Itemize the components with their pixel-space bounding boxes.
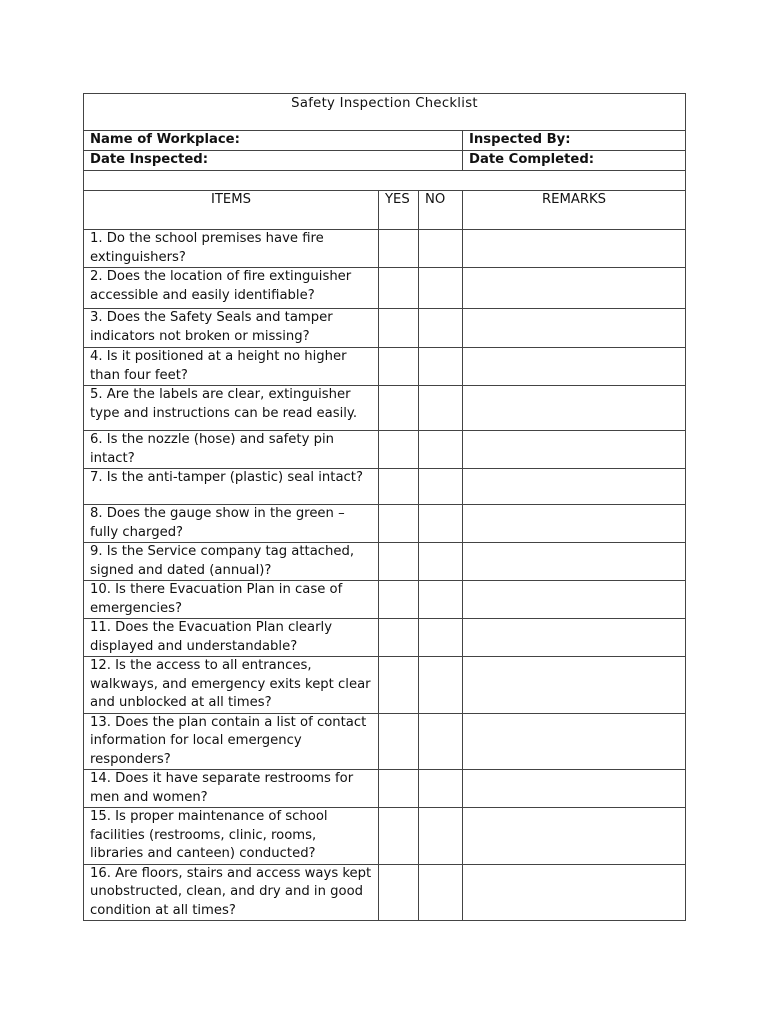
- info-row-2: [84, 151, 686, 171]
- document-title: Safety Inspection Checklist: [84, 94, 686, 131]
- checklist-row: [84, 581, 686, 619]
- remarks-cell: [463, 713, 686, 770]
- date-inspected-field: Date Inspected:: [84, 151, 463, 171]
- checklist-row: [84, 770, 686, 808]
- inspected-by-field: Inspected By:: [463, 131, 686, 151]
- yes-cell: [379, 348, 419, 386]
- item-text: 3. Does the Safety Seals and tamper indicators not broken or missing?: [84, 309, 379, 348]
- checklist-row: [84, 469, 686, 505]
- checklist-row: [84, 543, 686, 581]
- checklist-row: [84, 808, 686, 865]
- item-text: 14. Does it have separate restrooms for men and women?: [84, 770, 379, 808]
- remarks-cell: [463, 657, 686, 714]
- checklist-row: [84, 713, 686, 770]
- no-cell: [419, 268, 463, 309]
- no-cell: [419, 808, 463, 865]
- remarks-cell: [463, 309, 686, 348]
- no-cell: [419, 431, 463, 469]
- yes-cell: [379, 309, 419, 348]
- remarks-cell: [463, 864, 686, 921]
- item-text: 10. Is there Evacuation Plan in case of emergencies?: [84, 581, 379, 619]
- no-cell: [419, 657, 463, 714]
- spacer-cell: [84, 171, 686, 191]
- yes-cell: [379, 431, 419, 469]
- yes-cell: [379, 619, 419, 657]
- checklist-row: [84, 386, 686, 431]
- header-row: [84, 191, 686, 230]
- no-cell: [419, 348, 463, 386]
- item-text: 2. Does the location of fire extinguisher accessible and easily identifiable?: [84, 268, 379, 309]
- no-cell: [419, 864, 463, 921]
- item-text: 8. Does the gauge show in the green – fully charged?: [84, 505, 379, 543]
- item-text: 11. Does the Evacuation Plan clearly displayed and understandable?: [84, 619, 379, 657]
- yes-cell: [379, 268, 419, 309]
- remarks-cell: [463, 808, 686, 865]
- remarks-cell: [463, 386, 686, 431]
- workplace-field: Name of Workplace:: [84, 131, 463, 151]
- item-text: 1. Do the school premises have fire extinguishers?: [84, 230, 379, 268]
- yes-cell: [379, 713, 419, 770]
- spacer-row: [84, 171, 686, 191]
- no-cell: [419, 469, 463, 505]
- checklist-row: [84, 309, 686, 348]
- column-header-no: NO: [419, 191, 463, 230]
- no-cell: [419, 581, 463, 619]
- item-text: 4. Is it positioned at a height no higher than four feet?: [84, 348, 379, 386]
- item-text: 7. Is the anti-tamper (plastic) seal intact?: [84, 469, 379, 505]
- title-row: [84, 94, 686, 131]
- yes-cell: [379, 505, 419, 543]
- remarks-cell: [463, 268, 686, 309]
- checklist-table: [83, 93, 686, 921]
- yes-cell: [379, 657, 419, 714]
- column-header-items: ITEMS: [84, 191, 379, 230]
- checklist-row: [84, 505, 686, 543]
- yes-cell: [379, 543, 419, 581]
- item-text: 16. Are floors, stairs and access ways kept unobstructed, clean, and dry and in good condition at all times?: [84, 864, 379, 921]
- date-completed-field: Date Completed:: [463, 151, 686, 171]
- item-text: 6. Is the nozzle (hose) and safety pin intact?: [84, 431, 379, 469]
- remarks-cell: [463, 543, 686, 581]
- checklist-row: [84, 431, 686, 469]
- info-row-1: [84, 131, 686, 151]
- column-header-yes: YES: [379, 191, 419, 230]
- item-text: 15. Is proper maintenance of school facilities (restrooms, clinic, rooms, libraries and canteen) conducted?: [84, 808, 379, 865]
- no-cell: [419, 619, 463, 657]
- no-cell: [419, 713, 463, 770]
- checklist-row: [84, 619, 686, 657]
- remarks-cell: [463, 581, 686, 619]
- remarks-cell: [463, 770, 686, 808]
- checklist-row: [84, 864, 686, 921]
- item-text: 5. Are the labels are clear, extinguisher type and instructions can be read easily.: [84, 386, 379, 431]
- checklist-row: [84, 657, 686, 714]
- remarks-cell: [463, 505, 686, 543]
- item-text: 9. Is the Service company tag attached, signed and dated (annual)?: [84, 543, 379, 581]
- yes-cell: [379, 864, 419, 921]
- yes-cell: [379, 581, 419, 619]
- yes-cell: [379, 808, 419, 865]
- no-cell: [419, 386, 463, 431]
- checklist-row: [84, 230, 686, 268]
- checklist-row: [84, 348, 686, 386]
- no-cell: [419, 230, 463, 268]
- remarks-cell: [463, 619, 686, 657]
- remarks-cell: [463, 469, 686, 505]
- yes-cell: [379, 770, 419, 808]
- no-cell: [419, 505, 463, 543]
- remarks-cell: [463, 230, 686, 268]
- item-text: 12. Is the access to all entrances, walkways, and emergency exits kept clear and unblocked at all times?: [84, 657, 379, 714]
- column-header-remarks: REMARKS: [463, 191, 686, 230]
- remarks-cell: [463, 348, 686, 386]
- no-cell: [419, 770, 463, 808]
- item-text: 13. Does the plan contain a list of contact information for local emergency responders?: [84, 713, 379, 770]
- remarks-cell: [463, 431, 686, 469]
- yes-cell: [379, 230, 419, 268]
- checklist-row: [84, 268, 686, 309]
- no-cell: [419, 543, 463, 581]
- no-cell: [419, 309, 463, 348]
- yes-cell: [379, 469, 419, 505]
- yes-cell: [379, 386, 419, 431]
